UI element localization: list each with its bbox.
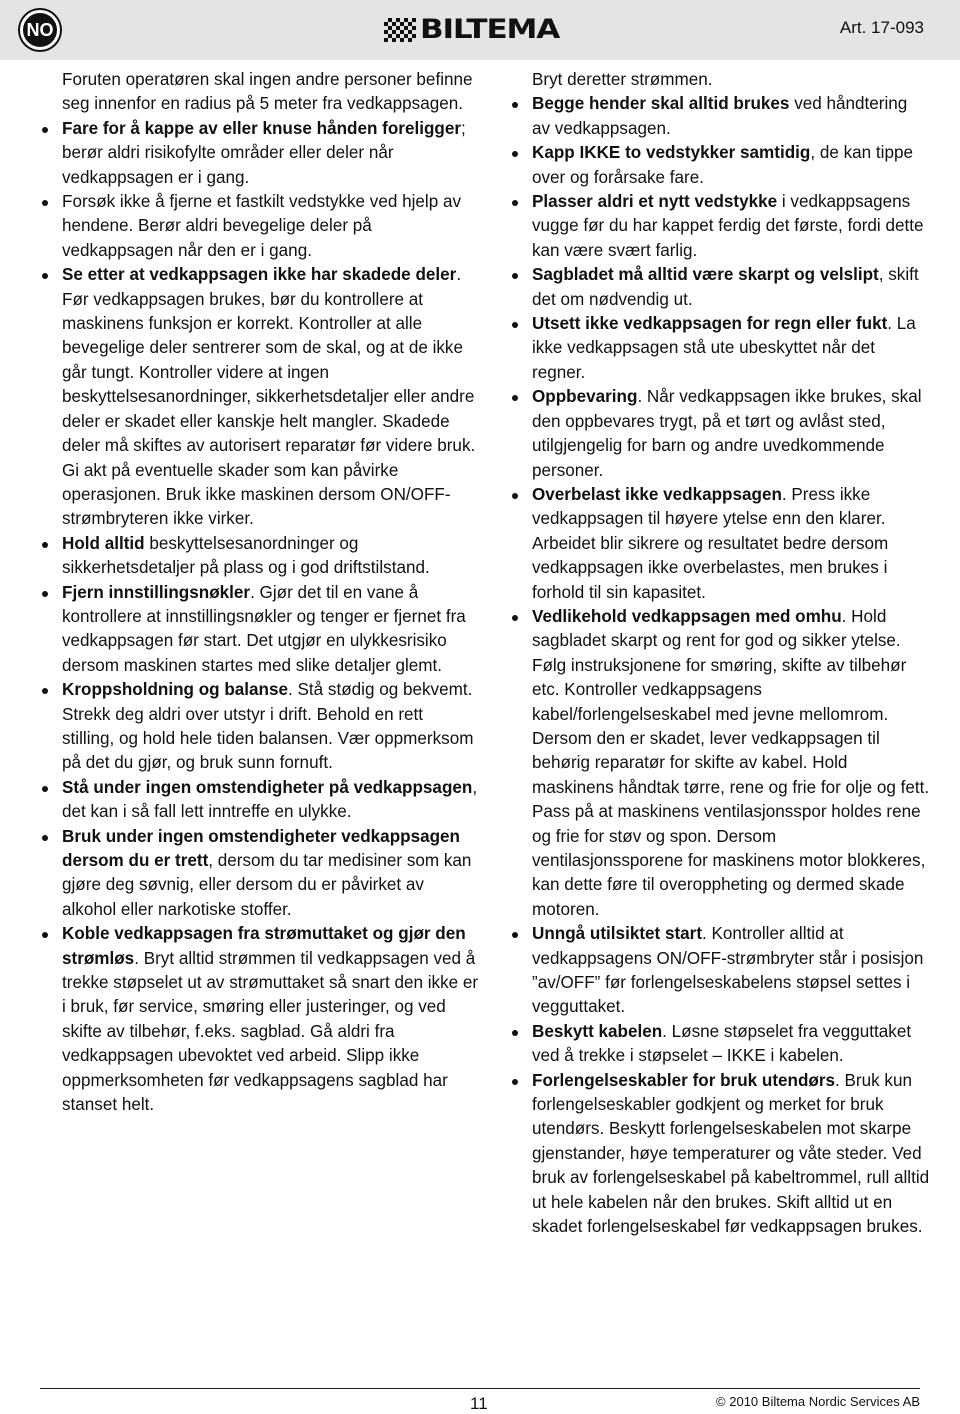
- copyright: © 2010 Biltema Nordic Services AB: [716, 1394, 920, 1409]
- bullet-text: Bryt deretter strømmen.: [532, 70, 713, 89]
- bullet-text: . Stå stødig og bekvemt. Strekk deg aldri over utstyr i drift. Behold en rett stilling, og hold hele tiden balansen. Vær oppmerksom på det du gjør, og bruk sunn fornuft.: [62, 680, 474, 773]
- bullet-heading: Fare for å kappe av eller knuse hånden foreligger: [62, 118, 461, 138]
- bullet-text: , skift det om nødvendig ut.: [532, 265, 919, 309]
- bullet-item: [510, 385, 930, 483]
- bullet-item: [40, 776, 480, 825]
- right-column: [510, 68, 930, 1240]
- bullet-heading: Hold alltid: [62, 533, 145, 553]
- footer-divider: [40, 1388, 920, 1389]
- bullet-heading: Forlengelseskabler for bruk utendørs: [532, 1070, 836, 1090]
- bullet-heading: Sagbladet må alltid være skarpt og velslipt: [532, 265, 879, 285]
- bullet-item: [510, 190, 930, 263]
- bullet-text: . Gjør det til en vane å kontrollere at innstillingsnøkler og tenger er fjernet fra vedkappsagen før start. Det utgjør en ulykkesrisiko dersom maskinen startes med slike detaljer glemt.: [62, 582, 466, 675]
- bullet-text: . Kontroller alltid at vedkappsagens ON/OFF-strømbryter står i posisjon ”av/OFF” før forlengelseskabelens støpsel settes i vegguttaket.: [532, 924, 924, 1017]
- bullet-text: . Når vedkappsagen ikke brukes, skal den oppbevares trygt, på et tørt og avlåst sted, utilgjengelig for barn og andre uvedkommende personer.: [532, 387, 922, 480]
- checkered-flag-icon: [384, 18, 416, 42]
- page-header: [0, 0, 960, 60]
- bullet-text: , de kan tippe over og forårsake fare.: [532, 143, 913, 187]
- bullet-heading: Overbelast ikke vedkappsagen: [532, 484, 782, 504]
- bullet-text: i vedkappsagens vugge før du har kappet ferdig det første, fordi dette kan være svært farlig.: [532, 192, 924, 260]
- bullet-heading: Beskytt kabelen: [532, 1021, 663, 1041]
- bullet-text: . La ikke vedkappsagen stå ute ubeskyttet når det regner.: [532, 314, 916, 382]
- language-badge: NO: [20, 10, 60, 50]
- bullet-item: [40, 678, 480, 776]
- bullet-text: Foruten operatøren skal ingen andre personer befinne seg innenfor en radius på 5 meter fra vedkappsagen.: [62, 70, 473, 114]
- bullet-text: beskyttelsesanordninger og sikkerhetsdetaljer på plass og i god driftstilstand.: [62, 533, 430, 578]
- left-column: [40, 68, 480, 1117]
- bullet-text: . Bryt alltid strømmen til vedkappsagen ved å trekke støpselet ut av strømuttaket så snart den ikke er i bruk, før service, smøring eller justeringer, og ved skifte av tilbehør, f.eks. sagblad. Gå aldri fra vedkappsagen ubevoktet ved arbeid. Slipp ikke oppmerksomheten før vedkappsagens sagblad har stanset helt.: [62, 948, 479, 1115]
- bullet-item: [510, 1020, 930, 1069]
- bullet-text: . Løsne støpselet fra vegguttaket ved å trekke i støpselet – IKKE i kabelen.: [532, 1021, 912, 1066]
- bullet-heading: Oppbevaring: [532, 387, 638, 407]
- bullet-item: [510, 263, 930, 312]
- bullet-text: . Press ikke vedkappsagen til høyere ytelse enn den klarer. Arbeidet blir sikrere og resultatet bedre dersom vedkappsagen ikke overbelastes, men brukes i forhold til sin kapasitet.: [532, 484, 889, 602]
- bullet-item: [40, 263, 480, 531]
- bullet-item: [40, 117, 480, 190]
- bullet-text: ved håndtering av vedkappsagen.: [532, 94, 908, 138]
- bullet-text: . Hold sagbladet skarpt og rent for god og sikker ytelse. Følg instruksjonene for smøring, skifte av tilbehør etc. Kontroller vedkappsagens kabel/forlengelseskabel med jevne mellomrom. Dersom den er skadet, lever vedkappsagen til behørig reparatør for skifte av kabel. Hold maskinens håndtak tørre, rene og frie for olje og fett. Pass på at maskinens ventilasjonsspor holdes rene og frie for støv og spon. Dersom ventilasjonssporene for maskinens motor blokkeres, kan dette føre til overoppheting og dermed skade motoren.: [532, 606, 930, 919]
- bullet-item: [40, 581, 480, 679]
- bullet-item: [510, 1069, 930, 1240]
- bullet-heading: Kapp IKKE to vedstykker samtidig: [532, 143, 811, 163]
- bullet-heading: Unngå utilsiktet start: [532, 924, 703, 944]
- bullet-heading: Se etter at vedkappsagen ikke har skadede deler: [62, 265, 457, 285]
- article-number: Art. 17-093: [839, 18, 924, 37]
- bullet-text: Forsøk ikke å fjerne et fastkilt vedstykke ved hjelp av hendene. Berør aldri bevegelige deler på vedkappsagen når den er i gang.: [62, 192, 462, 260]
- brand-name: BILTEMA: [420, 14, 560, 45]
- brand-logo: [384, 14, 560, 45]
- bullet-item: [510, 92, 930, 141]
- bullet-heading: Stå under ingen omstendigheter på vedkappsagen: [62, 777, 473, 797]
- bullet-item: [40, 532, 480, 581]
- bullet-text: . Før vedkappsagen brukes, bør du kontrollere at maskinens funksjon er korrekt. Kontroller at alle bevegelige deler sentrerer som de skal, og at de ikke går tungt. Kontroller videre at ingen beskyttelsesanordninger, sikkerhetsdetaljer eller andre deler er skadet eller kanskje helt mangler. Skadede deler må skiftes av autorisert reparatør før videre bruk. Gi akt på eventuelle skader som kan påvirke operasjonen. Bruk ikke maskinen dersom ON/OFF-strømbryteren ikke virker.: [62, 265, 476, 529]
- bullet-item: [40, 825, 480, 923]
- bullet-item: [510, 141, 930, 190]
- bullet-text: ; berør aldri risikofylte områder eller deler når vedkappsagen er i gang.: [62, 118, 466, 187]
- bullet-item: [510, 922, 930, 1020]
- bullet-text: , dersom du tar medisiner som kan gjøre deg søvnig, eller dersom du er påvirket av alkohol eller narkotiske stoffer.: [62, 851, 472, 919]
- bullet-heading: Vedlikehold vedkappsagen med omhu: [532, 606, 842, 626]
- bullet-heading: Kroppsholdning og balanse: [62, 680, 289, 700]
- bullet-item: [40, 190, 480, 263]
- bullet-heading: Fjern innstillingsnøkler: [62, 582, 251, 602]
- bullet-item: [510, 483, 930, 605]
- bullet-heading: Bruk under ingen omstendigheter vedkappsagen dersom du er trett: [62, 826, 460, 870]
- bullet-item: [510, 605, 930, 922]
- bullet-text: . Bruk kun forlengelseskabler godkjent og merket for bruk utendørs. Beskytt forlengelseskabelen mot skarpe gjenstander, høye temperaturer og våte steder. Ved bruk av forlengelseskabel på kabeltrommel, rull alltid ut hele kabelen når den brukes. Skift alltid ut en skadet forlengelseskabel før vedkappsagen brukes.: [532, 1070, 930, 1237]
- bullet-heading: Utsett ikke vedkappsagen for regn eller fukt: [532, 314, 888, 334]
- page-number: 11: [470, 1394, 488, 1413]
- bullet-heading: Koble vedkappsagen fra strømuttaket og gjør den strømløs: [62, 924, 466, 968]
- paragraph: [510, 68, 930, 92]
- paragraph: [40, 68, 480, 117]
- bullet-heading: Plasser aldri et nytt vedstykke: [532, 192, 778, 212]
- bullet-heading: Begge hender skal alltid brukes: [532, 94, 790, 114]
- bullet-item: [40, 922, 480, 1117]
- bullet-item: [510, 312, 930, 385]
- bullet-text: , det kan i så fall lett inntreffe en ulykke.: [62, 777, 478, 822]
